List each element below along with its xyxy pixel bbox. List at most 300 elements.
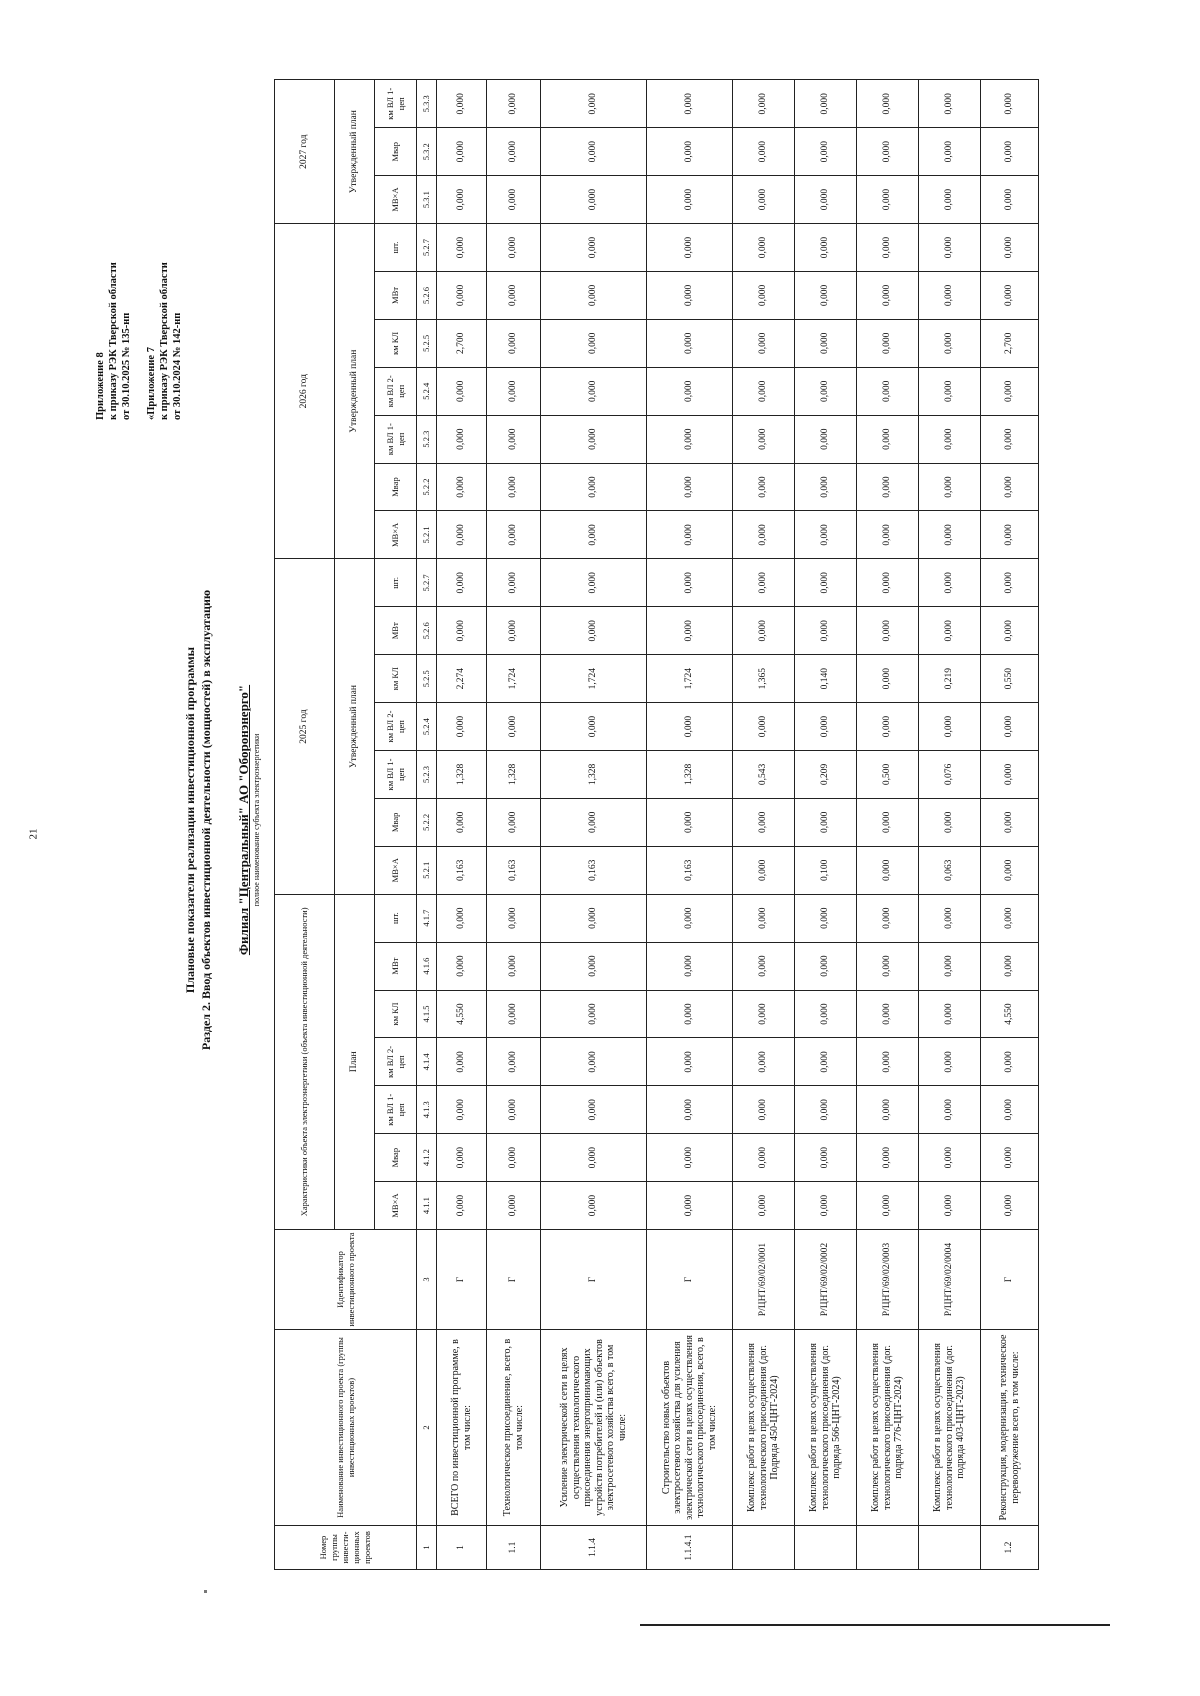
value-cell: 0,000 [487, 1086, 541, 1134]
col-num: 5.2.2 [417, 798, 437, 846]
value-cell: 0,000 [487, 1134, 541, 1182]
value-cell: 0,000 [981, 559, 1039, 607]
value-cell: 0,140 [795, 655, 857, 703]
value-cell: 0,000 [857, 703, 919, 751]
value-cell: 0,000 [795, 703, 857, 751]
value-cell: 0,000 [919, 607, 981, 655]
appendix-line: к приказу РЭК Тверской области [159, 262, 170, 420]
value-cell: 0,000 [487, 80, 541, 128]
value-cell: 0,000 [487, 798, 541, 846]
value-cell: 0,000 [541, 703, 647, 751]
value-cell: 1,328 [647, 751, 733, 799]
appendix-line: к приказу РЭК Тверской области [108, 262, 119, 420]
value-cell: 0,000 [857, 319, 919, 367]
value-cell: 0,000 [919, 319, 981, 367]
value-cell: 0,000 [647, 1038, 733, 1086]
value-cell: 0,000 [919, 1086, 981, 1134]
col-num: 1 [417, 1526, 437, 1570]
group-number-cell [795, 1526, 857, 1570]
value-cell: 0,209 [795, 751, 857, 799]
value-cell: 0,000 [541, 1134, 647, 1182]
col-num: 5.2.5 [417, 655, 437, 703]
table-row [437, 80, 487, 1570]
value-cell: 0,000 [857, 224, 919, 272]
unit-cell: км ВЛ 1-цеп [375, 751, 417, 799]
value-cell: 0,000 [437, 942, 487, 990]
value-cell: 0,000 [733, 1134, 795, 1182]
value-cell: 0,550 [981, 655, 1039, 703]
value-cell: 0,000 [857, 846, 919, 894]
value-cell: 0,000 [647, 463, 733, 511]
value-cell: 0,000 [437, 415, 487, 463]
branch-name: Филиал "Центральный" АО "Оборонэнерго" [236, 684, 251, 956]
col-num: 4.1.5 [417, 990, 437, 1038]
value-cell: 0,000 [437, 1086, 487, 1134]
value-cell: 0,000 [647, 415, 733, 463]
unit-cell: МВ×А [375, 846, 417, 894]
value-cell: 1,328 [541, 751, 647, 799]
col-num: 5.2.5 [417, 319, 437, 367]
unit-cell: шт. [375, 224, 417, 272]
branch-caption: полное наименование субъекта электроэнергетики [252, 733, 261, 907]
value-cell: 0,000 [795, 1134, 857, 1182]
table-row [647, 80, 733, 1570]
unit-cell: км КЛ [375, 319, 417, 367]
value-cell: 0,000 [857, 990, 919, 1038]
col-num: 5.2.1 [417, 846, 437, 894]
value-cell: 0,000 [733, 942, 795, 990]
project-id-cell: P/ЦНТ/69/02/0001 [733, 1230, 795, 1330]
value-cell: 0,000 [487, 463, 541, 511]
unit-cell: км ВЛ 2-цеп [375, 703, 417, 751]
value-cell: 0,000 [647, 990, 733, 1038]
value-cell: 0,000 [919, 798, 981, 846]
value-cell: 0,000 [857, 798, 919, 846]
col-num: 4.1.6 [417, 942, 437, 990]
header-2025: 2025 год [275, 559, 335, 894]
table-row [795, 80, 857, 1570]
value-cell: 0,000 [795, 798, 857, 846]
value-cell: 0,000 [857, 1182, 919, 1230]
value-cell: 0,000 [795, 272, 857, 320]
appendix-line: от 30.10.2024 № 142-нп [172, 312, 183, 420]
value-cell: 0,000 [487, 415, 541, 463]
value-cell: 0,000 [857, 1038, 919, 1086]
group-number-cell: 1.2 [981, 1526, 1039, 1570]
table-row [487, 80, 541, 1570]
value-cell: 0,000 [981, 894, 1039, 942]
value-cell: 0,163 [647, 846, 733, 894]
unit-cell: Мвар [375, 798, 417, 846]
value-cell: 0,000 [981, 415, 1039, 463]
value-cell: 0,000 [733, 1086, 795, 1134]
col-num: 5.2.3 [417, 415, 437, 463]
project-name-cell: Комплекс работ в целях осуществления технологического присоединения (дог. Подряда 450-ЦНТ-2024) [733, 1330, 795, 1526]
value-cell: 0,000 [857, 942, 919, 990]
value-cell: 0,000 [541, 990, 647, 1038]
value-cell: 0,000 [919, 703, 981, 751]
unit-cell: км ВЛ 1-цеп [375, 1086, 417, 1134]
value-cell: 0,000 [733, 846, 795, 894]
value-cell: 0,000 [919, 1038, 981, 1086]
value-cell: 0,000 [857, 559, 919, 607]
header-plan: План [335, 894, 375, 1229]
value-cell: 0,000 [541, 176, 647, 224]
project-id-cell: Г [981, 1230, 1039, 1330]
value-cell: 0,000 [437, 1038, 487, 1086]
value-cell: 0,000 [647, 942, 733, 990]
group-number-cell [919, 1526, 981, 1570]
project-id-cell: Г [487, 1230, 541, 1330]
value-cell: 0,000 [919, 559, 981, 607]
value-cell: 0,000 [857, 655, 919, 703]
value-cell: 0,000 [981, 1086, 1039, 1134]
project-id-cell: Г [437, 1230, 487, 1330]
col-num: 4.1.7 [417, 894, 437, 942]
value-cell: 0,000 [919, 894, 981, 942]
value-cell: 0,000 [795, 224, 857, 272]
value-cell: 0,000 [487, 319, 541, 367]
header-approved-2025: Утвержденный план [335, 559, 375, 894]
appendix-line: «Приложение 7 [146, 347, 157, 420]
project-name-cell: ВСЕГО по инвестиционной программе, в том числе: [437, 1330, 487, 1526]
value-cell: 0,000 [795, 176, 857, 224]
value-cell: 0,000 [487, 1038, 541, 1086]
value-cell: 0,000 [437, 894, 487, 942]
value-cell: 0,000 [487, 367, 541, 415]
value-cell: 0,000 [487, 1182, 541, 1230]
value-cell: 0,000 [857, 511, 919, 559]
value-cell: 0,000 [437, 1134, 487, 1182]
col-num: 4.1.2 [417, 1134, 437, 1182]
value-cell: 0,000 [437, 703, 487, 751]
header-2026: 2026 год [275, 224, 335, 559]
col-num: 2 [417, 1330, 437, 1526]
group-number-cell [733, 1526, 795, 1570]
value-cell: 0,000 [487, 942, 541, 990]
value-cell: 0,000 [981, 272, 1039, 320]
page-number: 21 [27, 828, 40, 840]
value-cell: 0,000 [541, 798, 647, 846]
value-cell: 4,550 [437, 990, 487, 1038]
value-cell: 0,000 [541, 415, 647, 463]
value-cell: 0,000 [541, 511, 647, 559]
document-title: Плановые показатели реализации инвестиционной программы [183, 646, 197, 994]
group-number-cell: 1.1.4 [541, 1526, 647, 1570]
col-num: 5.2.3 [417, 751, 437, 799]
value-cell: 0,163 [487, 846, 541, 894]
value-cell: 0,000 [857, 607, 919, 655]
value-cell: 0,000 [487, 990, 541, 1038]
col-num: 3 [417, 1230, 437, 1330]
unit-cell: МВ×А [375, 176, 417, 224]
value-cell: 0,000 [437, 559, 487, 607]
col-num: 4.1.1 [417, 1182, 437, 1230]
value-cell: 0,000 [541, 224, 647, 272]
value-cell: 0,000 [647, 224, 733, 272]
value-cell: 0,000 [919, 224, 981, 272]
value-cell: 0,000 [857, 1134, 919, 1182]
unit-cell: км ВЛ 2-цеп [375, 1038, 417, 1086]
value-cell: 0,000 [733, 224, 795, 272]
value-cell: 1,328 [437, 751, 487, 799]
col-num: 5.2.6 [417, 607, 437, 655]
col-num: 5.2.7 [417, 224, 437, 272]
value-cell: 4,550 [981, 990, 1039, 1038]
header-approved-2027: Утвержденный план [335, 80, 375, 224]
value-cell: 0,000 [795, 367, 857, 415]
value-cell: 0,000 [733, 703, 795, 751]
value-cell: 0,000 [857, 415, 919, 463]
value-cell: 0,000 [981, 798, 1039, 846]
value-cell: 0,000 [733, 559, 795, 607]
table-row [541, 80, 647, 1570]
value-cell: 0,000 [733, 80, 795, 128]
value-cell: 0,000 [437, 1182, 487, 1230]
value-cell: 0,000 [919, 272, 981, 320]
project-name-cell: Комплекс работ в целях осуществления технологического присоединения (дог. подряда 566-ЦНТ-2024) [795, 1330, 857, 1526]
value-cell: 0,000 [857, 272, 919, 320]
value-cell: 0,000 [919, 942, 981, 990]
value-cell: 0,000 [487, 272, 541, 320]
value-cell: 0,000 [795, 1182, 857, 1230]
value-cell: 1,365 [733, 655, 795, 703]
header-2027: 2027 год [275, 80, 335, 224]
col-num: 5.2.2 [417, 463, 437, 511]
value-cell: 0,000 [857, 176, 919, 224]
unit-cell: шт. [375, 894, 417, 942]
value-cell: 0,000 [981, 1182, 1039, 1230]
value-cell: 0,000 [541, 942, 647, 990]
value-cell: 0,000 [647, 319, 733, 367]
value-cell: 0,000 [795, 990, 857, 1038]
value-cell: 0,000 [919, 990, 981, 1038]
group-number-cell: 1.1 [487, 1526, 541, 1570]
value-cell: 0,000 [733, 272, 795, 320]
unit-cell: Мвар [375, 463, 417, 511]
value-cell: 0,000 [541, 463, 647, 511]
project-id-cell: P/ЦНТ/69/02/0004 [919, 1230, 981, 1330]
value-cell: 0,000 [795, 319, 857, 367]
value-cell: 0,000 [437, 80, 487, 128]
header-project-name: Наименование инвестиционного проекта (группы инвестиционных проектов) [275, 1330, 417, 1526]
unit-cell: Мвар [375, 128, 417, 176]
value-cell: 0,163 [437, 846, 487, 894]
value-cell: 0,000 [981, 224, 1039, 272]
value-cell: 0,000 [437, 367, 487, 415]
value-cell: 0,000 [733, 798, 795, 846]
value-cell: 0,000 [919, 1182, 981, 1230]
value-cell: 0,000 [795, 607, 857, 655]
col-num: 5.3.1 [417, 176, 437, 224]
value-cell: 0,000 [733, 415, 795, 463]
project-id-cell: P/ЦНТ/69/02/0002 [795, 1230, 857, 1330]
value-cell: 0,000 [795, 942, 857, 990]
header-project-id: Идентификатор инвестиционного проекта [275, 1230, 417, 1330]
value-cell: 0,000 [647, 272, 733, 320]
project-name-cell: Комплекс работ в целях осуществления технологического присоединения (дог. подряда 776-ЦНТ-2024) [857, 1330, 919, 1526]
project-name-cell: Комплекс работ в целях осуществления технологического присоединения (дог. подряда 403-ЦНТ-2023) [919, 1330, 981, 1526]
value-cell: 0,000 [487, 224, 541, 272]
group-number-cell: 1 [437, 1526, 487, 1570]
value-cell: 0,000 [733, 990, 795, 1038]
value-cell: 0,000 [437, 272, 487, 320]
unit-cell: км КЛ [375, 655, 417, 703]
col-num: 5.3.2 [417, 128, 437, 176]
unit-cell: Мвар [375, 1134, 417, 1182]
value-cell: 0,000 [733, 176, 795, 224]
value-cell: 0,000 [647, 367, 733, 415]
scan-artifact [204, 1590, 207, 1593]
header-group-number: Номер группы инвести-ционных проектов [275, 1526, 417, 1570]
value-cell: 0,000 [541, 559, 647, 607]
value-cell: 0,000 [437, 511, 487, 559]
value-cell: 0,000 [857, 1086, 919, 1134]
value-cell: 0,000 [733, 607, 795, 655]
project-name-cell: Реконструкция, модернизация, техническое перевооружение всего, в том числе: [981, 1330, 1039, 1526]
value-cell: 0,000 [733, 319, 795, 367]
value-cell: 0,000 [981, 511, 1039, 559]
unit-cell: шт. [375, 559, 417, 607]
col-num: 4.1.4 [417, 1038, 437, 1086]
value-cell: 0,000 [919, 511, 981, 559]
col-num: 5.2.4 [417, 703, 437, 751]
value-cell: 0,000 [981, 176, 1039, 224]
value-cell: 1,724 [541, 655, 647, 703]
value-cell: 0,000 [919, 415, 981, 463]
value-cell: 0,000 [795, 559, 857, 607]
value-cell: 0,000 [981, 463, 1039, 511]
value-cell: 0,163 [541, 846, 647, 894]
unit-cell: МВт [375, 272, 417, 320]
header-characteristics: Характеристики объекта электроэнергетики (объекта инвестиционной деятельности) [275, 894, 335, 1229]
unit-cell: км ВЛ 1-цеп [375, 415, 417, 463]
value-cell: 2,700 [981, 319, 1039, 367]
value-cell: 0,000 [541, 607, 647, 655]
table-row [733, 80, 795, 1570]
value-cell: 0,000 [981, 367, 1039, 415]
value-cell: 0,000 [795, 894, 857, 942]
unit-cell: км КЛ [375, 990, 417, 1038]
col-num: 5.2.4 [417, 367, 437, 415]
value-cell: 0,000 [647, 80, 733, 128]
value-cell: 0,000 [487, 128, 541, 176]
column-numbers-row [417, 80, 437, 1570]
col-num: 5.2.7 [417, 559, 437, 607]
table-row [857, 80, 919, 1570]
value-cell: 0,000 [919, 463, 981, 511]
value-cell: 0,000 [437, 224, 487, 272]
value-cell: 0,000 [981, 1134, 1039, 1182]
value-cell: 0,000 [795, 511, 857, 559]
table-row [919, 80, 981, 1570]
unit-cell: км ВЛ 2-цеп [375, 367, 417, 415]
value-cell: 0,000 [795, 1038, 857, 1086]
value-cell: 0,000 [733, 894, 795, 942]
value-cell: 0,000 [981, 607, 1039, 655]
value-cell: 0,000 [437, 128, 487, 176]
value-cell: 0,000 [733, 463, 795, 511]
value-cell: 0,000 [647, 798, 733, 846]
value-cell: 0,000 [541, 319, 647, 367]
value-cell: 0,000 [857, 367, 919, 415]
col-num: 5.2.6 [417, 272, 437, 320]
value-cell: 0,000 [857, 894, 919, 942]
project-name-cell: Усиление электрической сети в целях осуществления технологического присоединения энергопринимающих устройств потребителей и (или) объектов электросетевого хозяйства всего, в том числе: [541, 1330, 647, 1526]
value-cell: 0,000 [647, 703, 733, 751]
value-cell: 0,076 [919, 751, 981, 799]
value-cell: 0,000 [795, 1086, 857, 1134]
value-cell: 0,000 [919, 80, 981, 128]
value-cell: 0,000 [733, 128, 795, 176]
group-number-cell [857, 1526, 919, 1570]
unit-cell: МВ×А [375, 511, 417, 559]
value-cell: 0,000 [981, 751, 1039, 799]
value-cell: 0,000 [733, 1182, 795, 1230]
value-cell: 0,000 [487, 176, 541, 224]
appendix-header [94, 262, 184, 420]
value-cell: 0,000 [487, 559, 541, 607]
value-cell: 0,000 [919, 1134, 981, 1182]
value-cell: 0,000 [487, 607, 541, 655]
value-cell: 0,000 [541, 1038, 647, 1086]
value-cell: 0,000 [437, 176, 487, 224]
value-cell: 0,000 [647, 607, 733, 655]
project-name-cell: Строительство новых объектов электросетевого хозяйства для усиления электрической сети в целях осуществления технологического присоединения, всего, в том числе: [647, 1330, 733, 1526]
value-cell: 0,000 [647, 894, 733, 942]
value-cell: 0,000 [541, 894, 647, 942]
indicators-table [274, 79, 1039, 1570]
value-cell: 0,063 [919, 846, 981, 894]
appendix-line: Приложение 8 [95, 352, 106, 420]
appendix-line: от 30.10.2025 № 135-нп [121, 312, 132, 420]
value-cell: 0,000 [981, 1038, 1039, 1086]
unit-cell: МВ×А [375, 1182, 417, 1230]
value-cell: 0,000 [437, 607, 487, 655]
value-cell: 0,000 [541, 80, 647, 128]
value-cell: 1,724 [487, 655, 541, 703]
value-cell: 0,000 [795, 80, 857, 128]
value-cell: 0,000 [487, 703, 541, 751]
value-cell: 0,000 [857, 128, 919, 176]
value-cell: 0,000 [981, 942, 1039, 990]
value-cell: 0,000 [981, 128, 1039, 176]
value-cell: 0,000 [795, 415, 857, 463]
value-cell: 0,000 [647, 559, 733, 607]
unit-cell: км ВЛ 1-цеп [375, 80, 417, 128]
value-cell: 0,000 [541, 272, 647, 320]
value-cell: 0,000 [541, 128, 647, 176]
header-approved-2026: Утвержденный план [335, 224, 375, 559]
rotated-page [64, 40, 1144, 1600]
value-cell: 0,000 [857, 463, 919, 511]
value-cell: 0,000 [733, 511, 795, 559]
value-cell: 0,219 [919, 655, 981, 703]
value-cell: 0,000 [487, 894, 541, 942]
value-cell: 2,274 [437, 655, 487, 703]
value-cell: 0,000 [647, 176, 733, 224]
value-cell: 0,000 [647, 511, 733, 559]
project-id-cell: Г [541, 1230, 647, 1330]
document-titles [182, 40, 261, 1600]
value-cell: 0,000 [857, 80, 919, 128]
value-cell: 0,500 [857, 751, 919, 799]
value-cell: 1,724 [647, 655, 733, 703]
value-cell: 0,000 [647, 128, 733, 176]
project-name-cell: Технологическое присоединение, всего, в том числе: [487, 1330, 541, 1526]
value-cell: 0,000 [981, 846, 1039, 894]
value-cell: 0,100 [795, 846, 857, 894]
